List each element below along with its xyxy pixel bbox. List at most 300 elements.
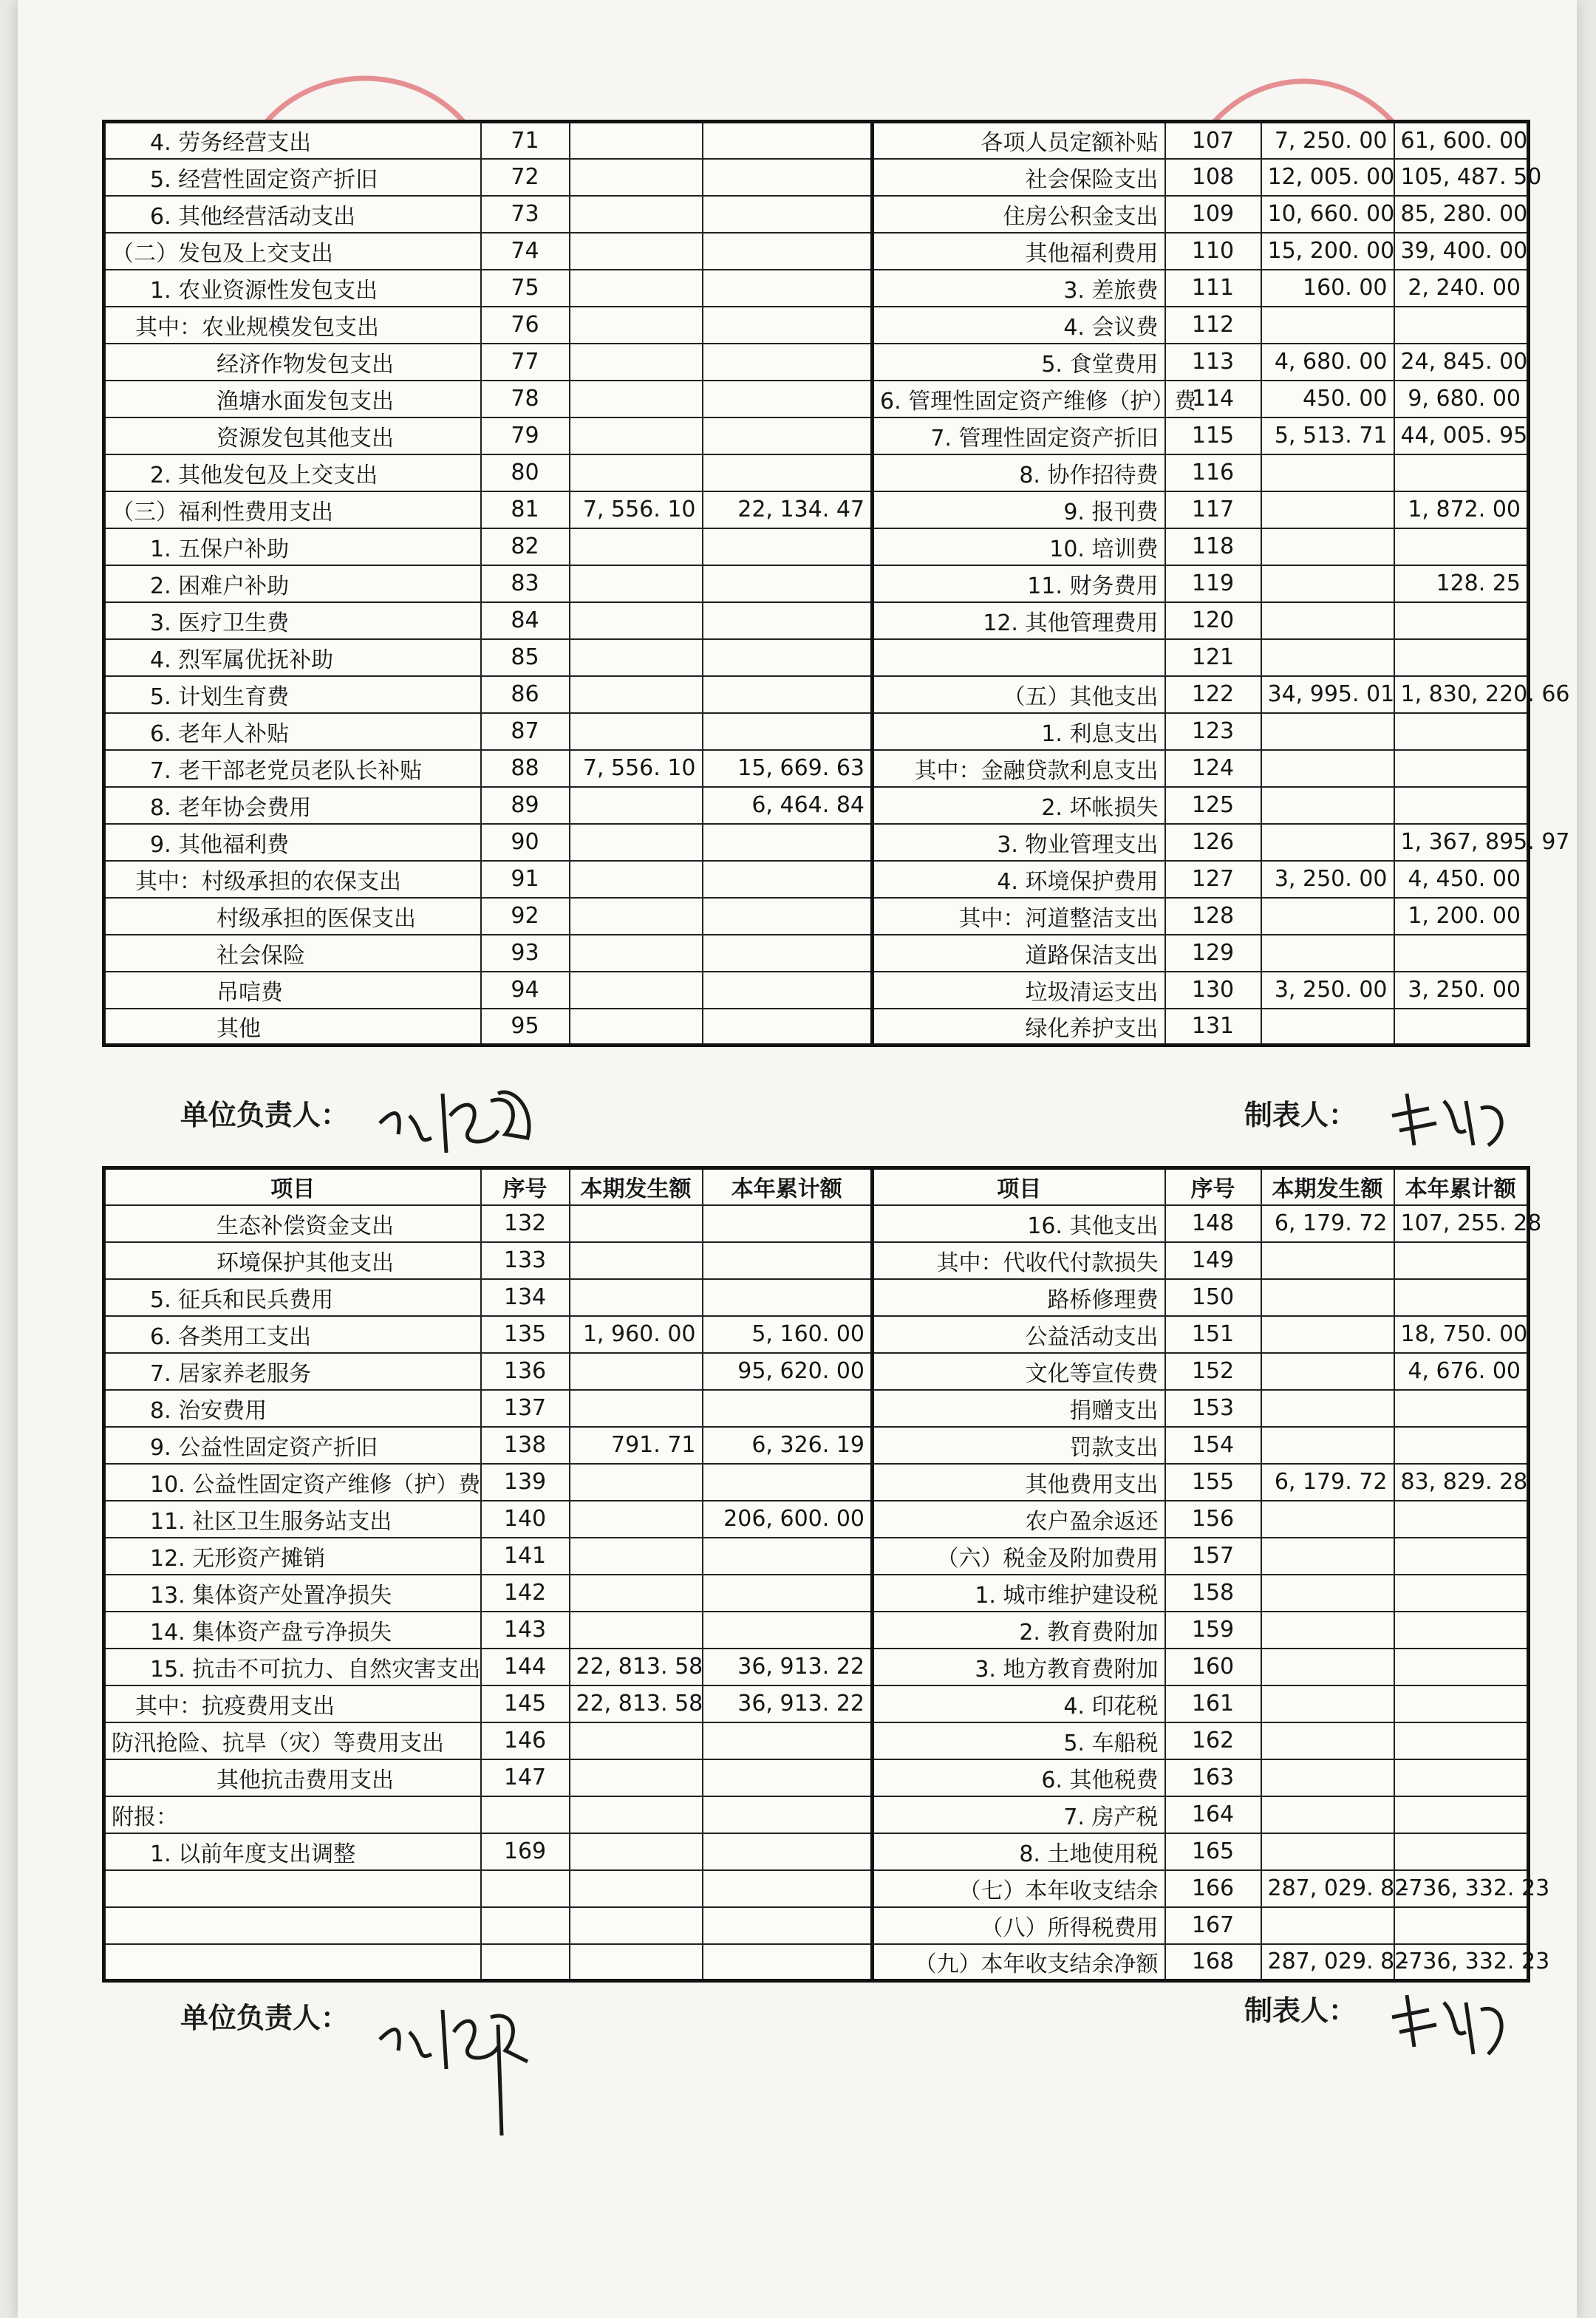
cell-left-ytd: 6, 464. 84 <box>703 787 873 824</box>
cell-left-item: 8. 治安费用 <box>104 1390 481 1427</box>
cell-left-current <box>570 1538 703 1575</box>
cell-left-ytd <box>703 1944 873 1981</box>
cell-right-ytd <box>1394 1279 1529 1316</box>
cell-right-no: 167 <box>1165 1907 1261 1944</box>
cell-left-no: 72 <box>481 159 570 196</box>
cell-left-ytd: 22, 134. 47 <box>703 491 873 528</box>
cell-right-ytd <box>1394 1649 1529 1685</box>
cell-right-item: 路桥修理费 <box>873 1279 1165 1316</box>
cell-right-no: 156 <box>1165 1501 1261 1538</box>
cell-right-no: 157 <box>1165 1538 1261 1575</box>
cell-right-ytd: 1, 367, 895. 97 <box>1394 824 1529 861</box>
cell-left-no: 93 <box>481 935 570 972</box>
cell-right-no: 119 <box>1165 565 1261 602</box>
cell-right-no: 128 <box>1165 898 1261 935</box>
cell-left-current <box>570 1575 703 1612</box>
cell-right-ytd <box>1394 639 1529 676</box>
cell-right-no: 114 <box>1165 381 1261 417</box>
table-row <box>104 713 1529 750</box>
cell-right-current <box>1261 898 1394 935</box>
cell-right-item: 2. 坏帐损失 <box>873 787 1165 824</box>
cell-right-no: 118 <box>1165 528 1261 565</box>
cell-left-item: 其中：抗疫费用支出 <box>104 1685 481 1722</box>
paper-sheet <box>18 0 1577 2318</box>
cell-right-ytd: 3, 250. 00 <box>1394 972 1529 1009</box>
cell-right-ytd: 39, 400. 00 <box>1394 233 1529 270</box>
cell-right-item: 垃圾清运支出 <box>873 972 1165 1009</box>
table-row <box>104 1759 1529 1796</box>
cell-right-ytd: 18, 750. 00 <box>1394 1316 1529 1353</box>
cell-right-item: 住房公积金支出 <box>873 196 1165 233</box>
cell-left-ytd <box>703 159 873 196</box>
cell-right-item: 3. 物业管理支出 <box>873 824 1165 861</box>
cell-left-no: 80 <box>481 454 570 491</box>
cell-right-no: 125 <box>1165 787 1261 824</box>
cell-left-item: 1. 以前年度支出调整 <box>104 1833 481 1870</box>
cell-left-no: 87 <box>481 713 570 750</box>
table-row <box>104 1353 1529 1390</box>
cell-right-item: 绿化养护支出 <box>873 1009 1165 1046</box>
table-row <box>104 750 1529 787</box>
cell-right-no: 152 <box>1165 1353 1261 1390</box>
cell-left-current: 7, 556. 10 <box>570 491 703 528</box>
cell-right-current <box>1261 1575 1394 1612</box>
cell-right-ytd <box>1394 528 1529 565</box>
cell-right-no: 112 <box>1165 307 1261 344</box>
cell-left-ytd: 206, 600. 00 <box>703 1501 873 1538</box>
cell-left-no: 77 <box>481 344 570 381</box>
cell-left-ytd <box>703 1464 873 1501</box>
cell-right-ytd <box>1394 713 1529 750</box>
table-row <box>104 491 1529 528</box>
cell-right-no: 129 <box>1165 935 1261 972</box>
cell-right-item: 4. 环境保护费用 <box>873 861 1165 898</box>
cell-right-ytd: 2, 240. 00 <box>1394 270 1529 307</box>
cell-right-ytd: 85, 280. 00 <box>1394 196 1529 233</box>
cell-left-item: 14. 集体资产盘亏净损失 <box>104 1612 481 1649</box>
cell-right-current <box>1261 935 1394 972</box>
cell-left-ytd: 36, 913. 22 <box>703 1649 873 1685</box>
cell-left-current <box>570 565 703 602</box>
cell-left-no: 147 <box>481 1759 570 1796</box>
cell-left-current <box>570 639 703 676</box>
cell-left-no: 135 <box>481 1316 570 1353</box>
table-row <box>104 1427 1529 1464</box>
table-header-row <box>104 1168 1529 1205</box>
cell-left-item <box>104 1944 481 1981</box>
cell-left-item: 1. 农业资源性发包支出 <box>104 270 481 307</box>
cell-left-current <box>570 1205 703 1242</box>
cell-right-ytd: 61, 600. 00 <box>1394 122 1529 159</box>
cell-left-ytd <box>703 454 873 491</box>
cell-left-ytd <box>703 898 873 935</box>
cell-right-item: 罚款支出 <box>873 1427 1165 1464</box>
cell-right-current: 15, 200. 00 <box>1261 233 1394 270</box>
cell-right-current <box>1261 713 1394 750</box>
cell-right-current <box>1261 602 1394 639</box>
cell-left-item: 附报： <box>104 1796 481 1833</box>
cell-left-ytd <box>703 528 873 565</box>
cell-right-item: （八）所得税费用 <box>873 1907 1165 1944</box>
cell-left-ytd <box>703 381 873 417</box>
cell-right-current <box>1261 824 1394 861</box>
cell-right-current: 3, 250. 00 <box>1261 972 1394 1009</box>
cell-left-item <box>104 1870 481 1907</box>
cell-right-current: 5, 513. 71 <box>1261 417 1394 454</box>
cell-right-current: 7, 250. 00 <box>1261 122 1394 159</box>
cell-left-ytd <box>703 417 873 454</box>
cell-left-item: 3. 医疗卫生费 <box>104 602 481 639</box>
table-row <box>104 1944 1529 1981</box>
cell-right-no: 153 <box>1165 1390 1261 1427</box>
cell-left-no: 140 <box>481 1501 570 1538</box>
cell-left-item: 生态补偿资金支出 <box>104 1205 481 1242</box>
cell-right-current: 34, 995. 01 <box>1261 676 1394 713</box>
cell-left-no: 81 <box>481 491 570 528</box>
cell-right-item <box>873 639 1165 676</box>
cell-right-current <box>1261 1685 1394 1722</box>
table-row <box>104 565 1529 602</box>
cell-right-item: 1. 城市维护建设税 <box>873 1575 1165 1612</box>
cell-left-current <box>570 676 703 713</box>
table-row <box>104 824 1529 861</box>
cell-right-ytd <box>1394 1427 1529 1464</box>
cell-right-no: 109 <box>1165 196 1261 233</box>
cell-right-no: 163 <box>1165 1759 1261 1796</box>
table-row <box>104 972 1529 1009</box>
cell-right-current <box>1261 1316 1394 1353</box>
cell-right-item: 8. 土地使用税 <box>873 1833 1165 1870</box>
cell-right-no: 158 <box>1165 1575 1261 1612</box>
cell-left-item: 2. 困难户补助 <box>104 565 481 602</box>
cell-right-ytd <box>1394 602 1529 639</box>
cell-right-current <box>1261 1427 1394 1464</box>
cell-left-item: （二）发包及上交支出 <box>104 233 481 270</box>
unit-head-signature-1 <box>372 1064 550 1160</box>
cell-right-no: 121 <box>1165 639 1261 676</box>
cell-right-current <box>1261 1009 1394 1046</box>
cell-left-item: 其中：村级承担的农保支出 <box>104 861 481 898</box>
preparer-label-2: 制表人： <box>1244 1994 1357 2027</box>
cell-left-current <box>570 602 703 639</box>
cell-right-current <box>1261 1538 1394 1575</box>
table-row <box>104 861 1529 898</box>
cell-left-current <box>570 1870 703 1907</box>
cell-left-current: 22, 813. 58 <box>570 1649 703 1685</box>
cell-left-item: 5. 征兵和民兵费用 <box>104 1279 481 1316</box>
cell-right-ytd <box>1394 454 1529 491</box>
cell-left-ytd <box>703 1242 873 1279</box>
cell-left-no: 139 <box>481 1464 570 1501</box>
cell-left-current <box>570 1722 703 1759</box>
cell-left-no: 143 <box>481 1612 570 1649</box>
cell-left-no: 76 <box>481 307 570 344</box>
table-row <box>104 528 1529 565</box>
cell-right-item: 各项人员定额补贴 <box>873 122 1165 159</box>
table-row <box>104 1464 1529 1501</box>
table-row <box>104 1575 1529 1612</box>
cell-right-item: 3. 地方教育费附加 <box>873 1649 1165 1685</box>
cell-left-current <box>570 787 703 824</box>
cell-right-ytd <box>1394 1907 1529 1944</box>
cell-right-no: 113 <box>1165 344 1261 381</box>
cell-right-ytd <box>1394 1796 1529 1833</box>
cell-right-item: 10. 培训费 <box>873 528 1165 565</box>
cell-left-ytd: 36, 913. 22 <box>703 1685 873 1722</box>
cell-left-no: 137 <box>481 1390 570 1427</box>
cell-right-no: 111 <box>1165 270 1261 307</box>
cell-left-current: 22, 813. 58 <box>570 1685 703 1722</box>
table-row <box>104 1870 1529 1907</box>
cell-left-ytd <box>703 972 873 1009</box>
header-no-left: 序号 <box>481 1168 570 1205</box>
cell-left-current <box>570 307 703 344</box>
cell-left-item: 12. 无形资产摊销 <box>104 1538 481 1575</box>
cell-left-no: 94 <box>481 972 570 1009</box>
cell-right-no: 127 <box>1165 861 1261 898</box>
cell-right-ytd <box>1394 1612 1529 1649</box>
cell-right-current: 10, 660. 00 <box>1261 196 1394 233</box>
cell-left-current: 791. 71 <box>570 1427 703 1464</box>
cell-right-ytd: 105, 487. 50 <box>1394 159 1529 196</box>
cell-right-current <box>1261 1612 1394 1649</box>
cell-right-ytd: 1, 872. 00 <box>1394 491 1529 528</box>
header-no-right: 序号 <box>1165 1168 1261 1205</box>
cell-left-ytd <box>703 1833 873 1870</box>
table-row <box>104 1279 1529 1316</box>
cell-left-ytd <box>703 233 873 270</box>
header-ytd-right: 本年累计额 <box>1394 1168 1529 1205</box>
cell-left-no <box>481 1870 570 1907</box>
cell-left-item: 8. 老年协会费用 <box>104 787 481 824</box>
cell-right-no: 162 <box>1165 1722 1261 1759</box>
cell-left-current <box>570 1759 703 1796</box>
cell-left-no: 141 <box>481 1538 570 1575</box>
cell-left-no: 88 <box>481 750 570 787</box>
cell-left-current <box>570 1464 703 1501</box>
cell-left-no: 85 <box>481 639 570 676</box>
cell-left-no: 90 <box>481 824 570 861</box>
cell-right-current <box>1261 1759 1394 1796</box>
cell-left-current <box>570 344 703 381</box>
cell-right-ytd: 1, 200. 00 <box>1394 898 1529 935</box>
cell-left-ytd <box>703 1612 873 1649</box>
cell-left-item: 9. 其他福利费 <box>104 824 481 861</box>
cell-left-ytd <box>703 1538 873 1575</box>
cell-left-no: 78 <box>481 381 570 417</box>
cell-left-current <box>570 1279 703 1316</box>
cell-right-ytd <box>1394 1501 1529 1538</box>
cell-right-item: （七）本年收支结余 <box>873 1870 1165 1907</box>
cell-right-no: 117 <box>1165 491 1261 528</box>
cell-left-no: 79 <box>481 417 570 454</box>
cell-left-ytd <box>703 1205 873 1242</box>
cell-left-no: 83 <box>481 565 570 602</box>
cell-left-no: 73 <box>481 196 570 233</box>
cell-right-item: 12. 其他管理费用 <box>873 602 1165 639</box>
table-row <box>104 1501 1529 1538</box>
cell-right-ytd: 9, 680. 00 <box>1394 381 1529 417</box>
table-row <box>104 1833 1529 1870</box>
cell-right-no: 165 <box>1165 1833 1261 1870</box>
cell-right-ytd <box>1394 1009 1529 1046</box>
header-ytd-left: 本年累计额 <box>703 1168 873 1205</box>
cell-right-ytd: 128. 25 <box>1394 565 1529 602</box>
expense-table-bottom <box>102 1166 1550 1983</box>
cell-left-no: 145 <box>481 1685 570 1722</box>
cell-right-no: 155 <box>1165 1464 1261 1501</box>
cell-right-current <box>1261 1279 1394 1316</box>
cell-left-ytd <box>703 122 873 159</box>
expense-table-top <box>102 120 1570 1047</box>
cell-left-item: 7. 居家养老服务 <box>104 1353 481 1390</box>
table-row <box>104 787 1529 824</box>
cell-left-no <box>481 1796 570 1833</box>
cell-left-current <box>570 1390 703 1427</box>
cell-left-current <box>570 861 703 898</box>
cell-left-item: 村级承担的医保支出 <box>104 898 481 935</box>
cell-right-item: 4. 印花税 <box>873 1685 1165 1722</box>
cell-left-item: 其中：农业规模发包支出 <box>104 307 481 344</box>
cell-left-ytd <box>703 307 873 344</box>
cell-right-current <box>1261 1353 1394 1390</box>
cell-left-no: 75 <box>481 270 570 307</box>
cell-left-no: 132 <box>481 1205 570 1242</box>
cell-left-current <box>570 233 703 270</box>
table-row <box>104 381 1529 417</box>
cell-left-item: 6. 其他经营活动支出 <box>104 196 481 233</box>
cell-right-current <box>1261 1242 1394 1279</box>
cell-right-current <box>1261 1501 1394 1538</box>
cell-right-item: 7. 管理性固定资产折旧 <box>873 417 1165 454</box>
cell-left-current <box>570 528 703 565</box>
cell-left-ytd <box>703 676 873 713</box>
header-item-right: 项目 <box>873 1168 1165 1205</box>
cell-left-ytd: 6, 326. 19 <box>703 1427 873 1464</box>
cell-left-item: 社会保险 <box>104 935 481 972</box>
cell-right-current <box>1261 639 1394 676</box>
cell-left-ytd <box>703 824 873 861</box>
cell-right-item: 社会保险支出 <box>873 159 1165 196</box>
preparer-label-1: 制表人： <box>1244 1099 1357 1131</box>
cell-right-item: 5. 车船税 <box>873 1722 1165 1759</box>
cell-right-item: 3. 差旅费 <box>873 270 1165 307</box>
table-row <box>104 122 1529 159</box>
cell-left-ytd <box>703 1907 873 1944</box>
cell-left-ytd <box>703 344 873 381</box>
cell-right-current <box>1261 565 1394 602</box>
cell-right-item: 8. 协作招待费 <box>873 454 1165 491</box>
cell-right-ytd <box>1394 1722 1529 1759</box>
cell-right-ytd <box>1394 1833 1529 1870</box>
cell-right-item: 道路保洁支出 <box>873 935 1165 972</box>
cell-right-ytd <box>1394 935 1529 972</box>
cell-left-item: 7. 老干部老党员老队长补贴 <box>104 750 481 787</box>
cell-right-ytd <box>1394 787 1529 824</box>
cell-left-current <box>570 713 703 750</box>
cell-left-item: 4. 烈军属优抚补助 <box>104 639 481 676</box>
table-row <box>104 602 1529 639</box>
cell-right-no: 130 <box>1165 972 1261 1009</box>
cell-right-no: 116 <box>1165 454 1261 491</box>
cell-right-current: 450. 00 <box>1261 381 1394 417</box>
cell-right-current: 287, 029. 82 <box>1261 1870 1394 1907</box>
cell-left-no: 89 <box>481 787 570 824</box>
cell-left-no: 138 <box>481 1427 570 1464</box>
cell-left-ytd <box>703 602 873 639</box>
cell-left-ytd <box>703 639 873 676</box>
cell-right-no: 154 <box>1165 1427 1261 1464</box>
cell-right-item: 公益活动支出 <box>873 1316 1165 1353</box>
cell-left-item: 渔塘水面发包支出 <box>104 381 481 417</box>
cell-left-item: 5. 经营性固定资产折旧 <box>104 159 481 196</box>
cell-right-current <box>1261 454 1394 491</box>
table-row <box>104 1649 1529 1685</box>
table-row <box>104 344 1529 381</box>
cell-right-current: 4, 680. 00 <box>1261 344 1394 381</box>
cell-left-no: 136 <box>481 1353 570 1390</box>
cell-left-item: 其他抗击费用支出 <box>104 1759 481 1796</box>
cell-left-current: 1, 960. 00 <box>570 1316 703 1353</box>
cell-left-ytd <box>703 1759 873 1796</box>
cell-right-no: 122 <box>1165 676 1261 713</box>
cell-right-item: （五）其他支出 <box>873 676 1165 713</box>
cell-right-current: 160. 00 <box>1261 270 1394 307</box>
cell-left-no: 74 <box>481 233 570 270</box>
cell-right-no: 151 <box>1165 1316 1261 1353</box>
cell-left-item: 经济作物发包支出 <box>104 344 481 381</box>
cell-right-item: 农户盈余返还 <box>873 1501 1165 1538</box>
cell-left-ytd <box>703 1009 873 1046</box>
table-row <box>104 1009 1529 1046</box>
cell-right-current: 6, 179. 72 <box>1261 1464 1394 1501</box>
cell-left-item: 其他 <box>104 1009 481 1046</box>
cell-right-ytd: -736, 332. 23 <box>1394 1870 1529 1907</box>
cell-right-ytd: 4, 450. 00 <box>1394 861 1529 898</box>
cell-right-current: 6, 179. 72 <box>1261 1205 1394 1242</box>
cell-left-current <box>570 1353 703 1390</box>
cell-right-no: 159 <box>1165 1612 1261 1649</box>
cell-left-current <box>570 270 703 307</box>
preparer-signature-1 <box>1385 1079 1518 1160</box>
table-row <box>104 1685 1529 1722</box>
cell-right-no: 149 <box>1165 1242 1261 1279</box>
table-row <box>104 1242 1529 1279</box>
cell-right-ytd <box>1394 1575 1529 1612</box>
cell-left-current: 7, 556. 10 <box>570 750 703 787</box>
cell-left-item: 9. 公益性固定资产折旧 <box>104 1427 481 1464</box>
cell-right-current <box>1261 1649 1394 1685</box>
cell-right-current <box>1261 1907 1394 1944</box>
cell-left-ytd <box>703 1279 873 1316</box>
cell-right-no: 120 <box>1165 602 1261 639</box>
cell-right-no: 110 <box>1165 233 1261 270</box>
cell-left-item: 6. 各类用工支出 <box>104 1316 481 1353</box>
cell-left-no <box>481 1907 570 1944</box>
cell-right-item: 6. 管理性固定资产维修（护）费 <box>873 381 1165 417</box>
cell-right-no: 124 <box>1165 750 1261 787</box>
cell-left-item: 环境保护其他支出 <box>104 1242 481 1279</box>
cell-left-item: 15. 抗击不可抗力、自然灾害支出 <box>104 1649 481 1685</box>
cell-left-current <box>570 454 703 491</box>
cell-right-no: 166 <box>1165 1870 1261 1907</box>
cell-right-no: 148 <box>1165 1205 1261 1242</box>
cell-left-item: 6. 老年人补贴 <box>104 713 481 750</box>
cell-right-item: 其中：金融贷款利息支出 <box>873 750 1165 787</box>
table-row <box>104 233 1529 270</box>
cell-right-current <box>1261 1796 1394 1833</box>
cell-right-current <box>1261 750 1394 787</box>
